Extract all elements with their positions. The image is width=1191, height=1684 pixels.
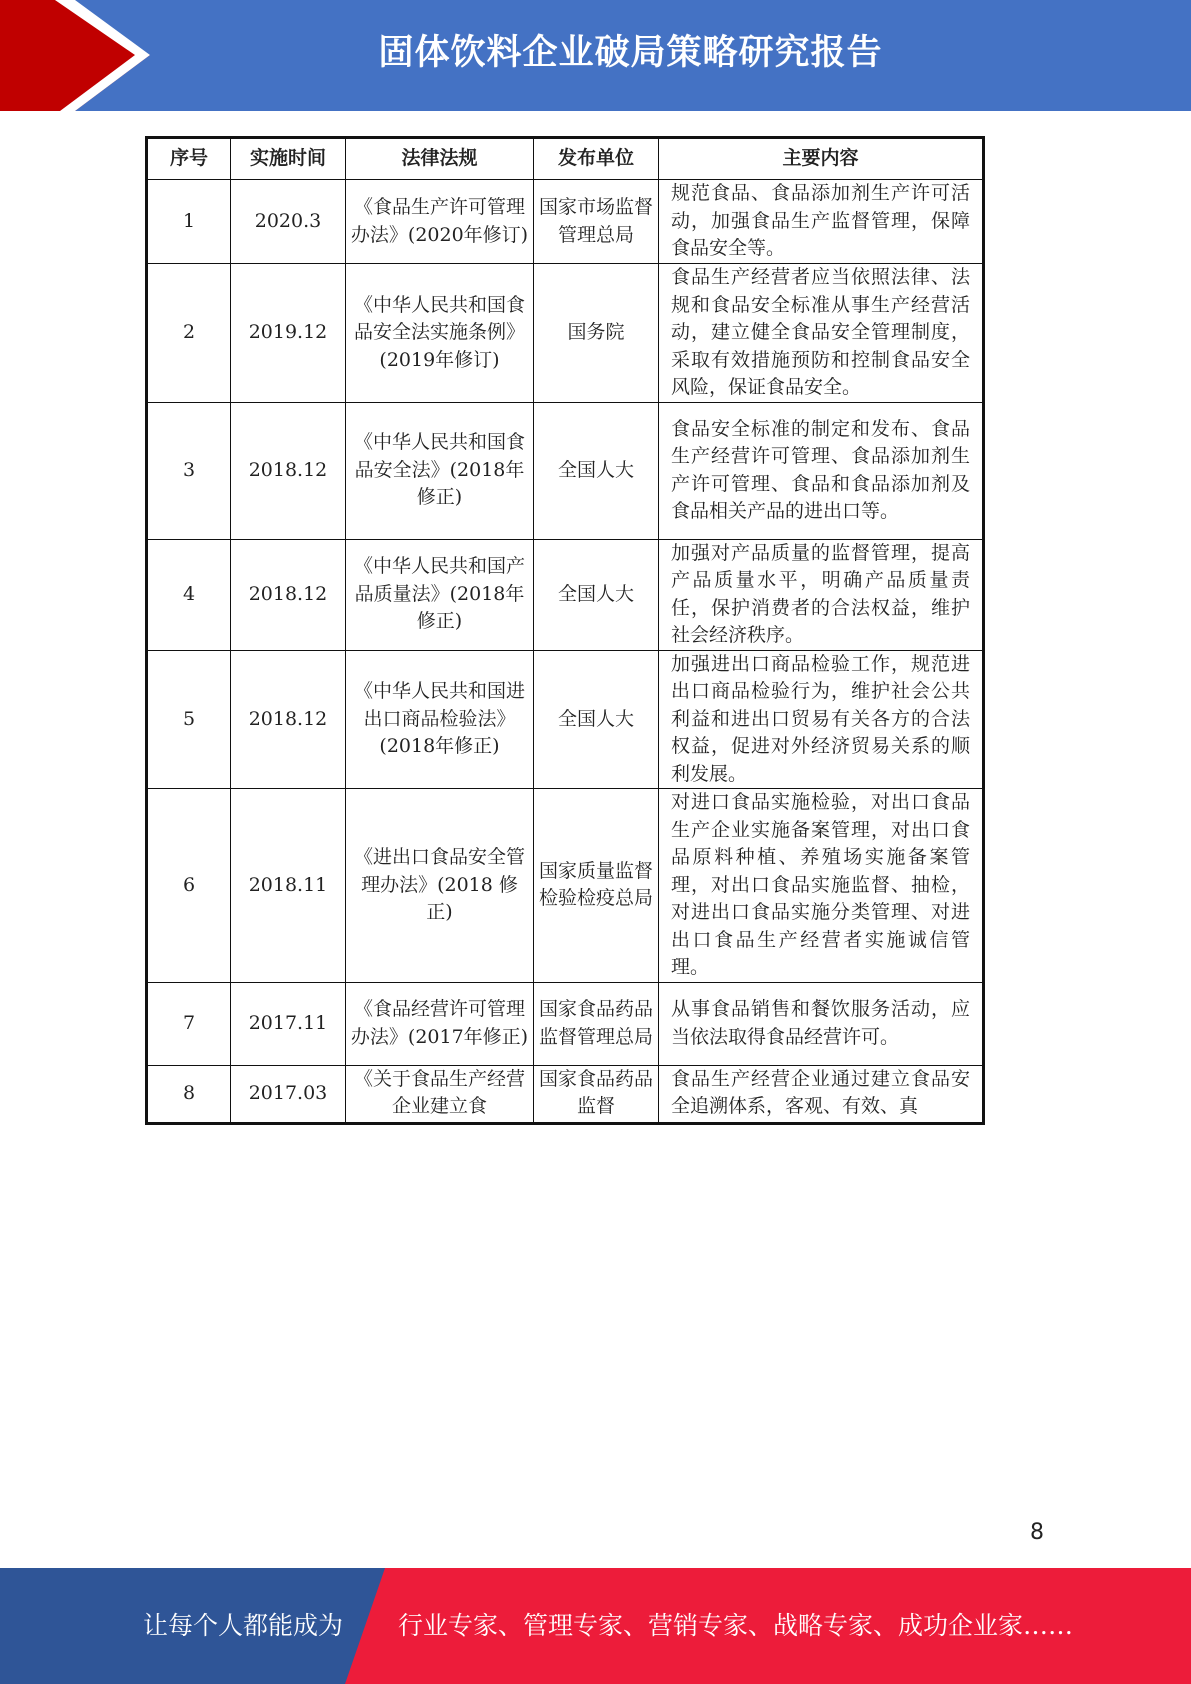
table-row [147, 180, 984, 264]
row-law: 《食品生产许可管理办法》(2020年修订) [346, 180, 534, 264]
row-content: 食品生产经营者应当依照法律、法规和食品安全标准从事生产经营活动，建立健全食品安全管理制度，采取有效措施预防和控制食品安全风险，保证食品安全。 [659, 264, 984, 403]
row-no: 5 [147, 650, 231, 789]
table-row [147, 539, 984, 650]
header-issuer: 发布单位 [534, 138, 659, 180]
row-law: 《中华人民共和国产品质量法》(2018年修正) [346, 539, 534, 650]
row-no: 4 [147, 539, 231, 650]
row-law: 《食品经营许可管理办法》(2017年修正) [346, 982, 534, 1065]
row-no: 3 [147, 402, 231, 539]
row-no: 7 [147, 982, 231, 1065]
row-content: 加强对产品质量的监督管理，提高产品质量水平，明确产品质量责任，保护消费者的合法权益，维护社会经济秩序。 [659, 539, 984, 650]
row-issuer: 国家质量监督检验检疫总局 [534, 789, 659, 983]
row-issuer: 全国人大 [534, 539, 659, 650]
table-row [147, 264, 984, 403]
row-content: 加强进出口商品检验工作，规范进出口商品检验行为，维护社会公共利益和进出口贸易有关各方的合法权益，促进对外经济贸易关系的顺利发展。 [659, 650, 984, 789]
footer-banner [0, 1568, 1191, 1684]
row-date: 2018.12 [231, 539, 346, 650]
row-no: 6 [147, 789, 231, 983]
row-date: 2017.11 [231, 982, 346, 1065]
row-law-text: 《关于食品生产经营企业建立食 [353, 1067, 525, 1117]
row-content-text: 食品生产经营企业通过建立食品安全追溯体系，客观、有效、真 [671, 1067, 970, 1117]
row-law: 《中华人民共和国食品安全法》(2018年修正) [346, 402, 534, 539]
row-no: 8 [147, 1065, 231, 1123]
row-no: 2 [147, 264, 231, 403]
row-content [659, 1065, 984, 1123]
row-no: 1 [147, 180, 231, 264]
header-no: 序号 [147, 138, 231, 180]
row-date: 2017.03 [231, 1065, 346, 1123]
footer-slogan-right: 行业专家、管理专家、营销专家、战略专家、成功企业家…… [398, 1611, 1074, 1640]
row-law [346, 1065, 534, 1123]
row-issuer-text: 国家食品药品监督 [538, 1067, 653, 1117]
row-law: 《中华人民共和国进出口商品检验法》(2018年修正) [346, 650, 534, 789]
row-date: 2018.12 [231, 402, 346, 539]
footer-slogan-left: 让每个人都能成为 [143, 1611, 344, 1640]
row-issuer: 国务院 [534, 264, 659, 403]
table-row [147, 650, 984, 789]
row-content: 从事食品销售和餐饮服务活动，应当依法取得食品经营许可。 [659, 982, 984, 1065]
row-issuer [534, 1065, 659, 1123]
row-issuer: 国家食品药品监督管理总局 [534, 982, 659, 1065]
row-issuer: 国家市场监督管理总局 [534, 180, 659, 264]
page-title: 固体饮料企业破局策略研究报告 [378, 33, 883, 73]
row-date: 2019.12 [231, 264, 346, 403]
header-law: 法律法规 [346, 138, 534, 180]
row-content: 规范食品、食品添加剂生产许可活动，加强食品生产监督管理，保障食品安全等。 [659, 180, 984, 264]
row-issuer: 全国人大 [534, 650, 659, 789]
table-row [147, 789, 984, 983]
row-content: 食品安全标准的制定和发布、食品生产经营许可管理、食品添加剂生产许可管理、食品和食品添加剂及食品相关产品的进出口等。 [659, 402, 984, 539]
row-content: 对进口食品实施检验，对出口食品生产企业实施备案管理，对出口食品原料种植、养殖场实施备案管理，对出口食品实施监督、抽检，对进出口食品实施分类管理、对进出口食品生产经营者实施诚信管理。 [659, 789, 984, 983]
table-row [147, 982, 984, 1065]
table-row [147, 1065, 984, 1123]
row-law: 《进出口食品安全管理办法》(2018 修正) [346, 789, 534, 983]
row-date: 2018.11 [231, 789, 346, 983]
header-content: 主要内容 [659, 138, 984, 180]
row-date: 2020.3 [231, 180, 346, 264]
regulations-table [145, 136, 982, 1125]
header-date: 实施时间 [231, 138, 346, 180]
page-number: 8 [1030, 1520, 1044, 1545]
row-law: 《中华人民共和国食品安全法实施条例》(2019年修订) [346, 264, 534, 403]
table-header-row [147, 138, 984, 180]
table-row [147, 402, 984, 539]
row-issuer: 全国人大 [534, 402, 659, 539]
header-banner [0, 0, 1191, 111]
row-date: 2018.12 [231, 650, 346, 789]
